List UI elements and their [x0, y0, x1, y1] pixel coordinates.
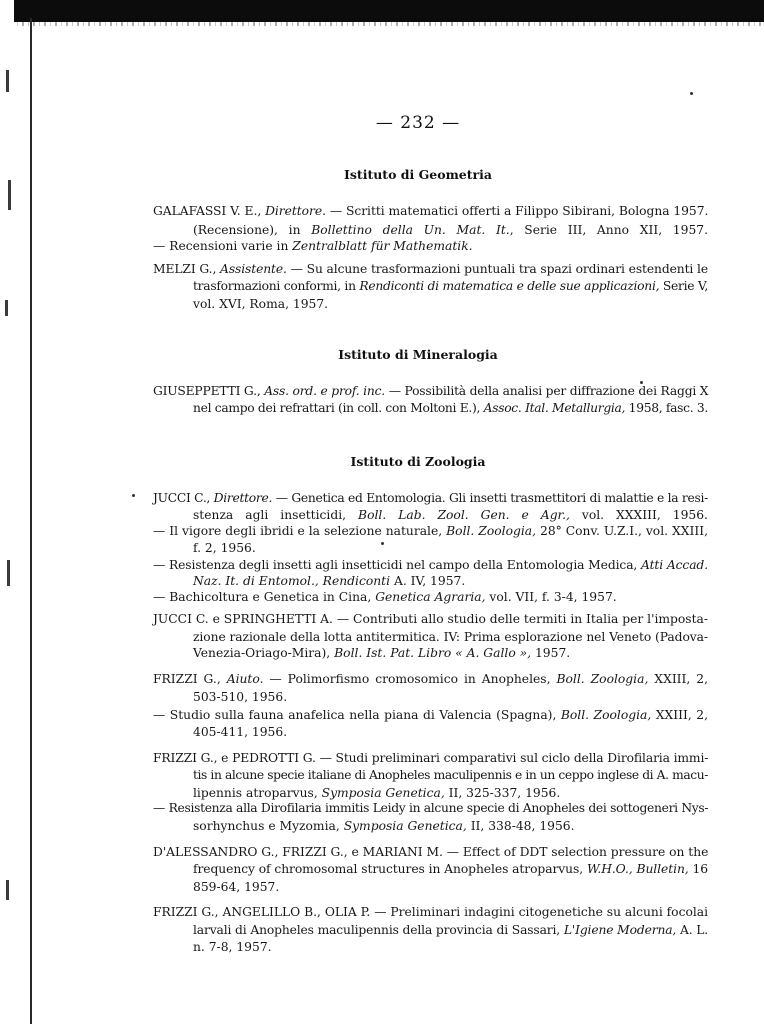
- entry-italic-text: Boll. Lab. Zool. Gen. e Agr.,: [358, 508, 570, 522]
- entry-text: — Possibilità della analisi per diffrazione dei Raggi X: [384, 384, 709, 398]
- entry-text: lipennis atroparvus,: [193, 786, 322, 800]
- entry-text: 503-510, 1956.: [193, 690, 288, 704]
- entry-text: II, 338-48, 1956.: [466, 819, 575, 833]
- entry-text: — Resistenza alla Dirofilaria immitis Leidy in alcune specie di Anopheles dei sottogeneri Nys-: [153, 801, 709, 815]
- entry-italic-text: Symposia Genetica,: [343, 819, 467, 833]
- entry-italic-text: Ass. ord. e prof. inc.: [264, 384, 385, 398]
- entry-text: FRIZZI G.,: [153, 672, 227, 686]
- scan-speck: [690, 92, 693, 95]
- entry-line: [193, 508, 708, 522]
- entry-text: — Resistenza degli insetti agli insetticidi nel campo della Entomologia Medica,: [153, 558, 642, 572]
- entry-line: [153, 801, 708, 815]
- entry-text: zione razionale della lotta antitermitica. IV: Prima esplorazione nel Veneto (Padova-: [193, 630, 709, 644]
- entry-line: [153, 204, 708, 218]
- entry-line: [153, 262, 708, 276]
- entry-text: FRIZZI G., ANGELILLO B., OLIA P. — Preliminari indagini citogenetiche su alcuni focolai: [153, 905, 708, 919]
- entry-line: [153, 708, 708, 722]
- entry-line: [193, 786, 560, 800]
- entry-line: [193, 880, 279, 894]
- entry-text: stenza agli insetticidi,: [193, 508, 359, 522]
- entry-italic-text: Genetica Agraria,: [375, 590, 486, 604]
- entry-line: [193, 819, 575, 833]
- entry-text: — Studio sulla fauna anafelica nella piana di Valencia (Spagna),: [153, 708, 561, 722]
- entry-italic-text: Boll. Zoologia,: [556, 672, 649, 686]
- entry-line: [193, 223, 708, 237]
- scan-speck: [640, 381, 643, 384]
- entry-text: 1957.: [531, 646, 571, 660]
- entry-line: [153, 239, 473, 253]
- scan-speck: [132, 494, 135, 497]
- entry-line: [193, 768, 708, 782]
- entry-line: [193, 279, 708, 293]
- entry-text: 16: [688, 862, 708, 876]
- entry-text: trasformazioni conformi, in: [193, 279, 360, 293]
- entry-line: [193, 862, 708, 876]
- entry-text: Venezia-Oriago-Mira),: [193, 646, 335, 660]
- entry-text: — Bachicoltura e Genetica in Cina,: [153, 590, 376, 604]
- entry-text: — Su alcune trasformazioni puntuali tra spazi ordinari estendenti le: [286, 262, 709, 276]
- entry-text: vol. XVI, Roma, 1957.: [193, 297, 329, 311]
- entry-italic-text: Direttore.: [265, 204, 326, 218]
- entry-line: [153, 491, 708, 505]
- entry-italic-text: Boll. Zoologia,: [560, 708, 652, 722]
- entry-line: [193, 297, 328, 311]
- entry-text: A. IV, 1957.: [390, 574, 466, 588]
- entry-text: GALAFASSI V. E.,: [153, 204, 266, 218]
- entry-italic-text: Assoc. Ital. Metallurgia,: [483, 401, 626, 415]
- entry-text: XXIII, 2,: [651, 708, 708, 722]
- entry-text: — Genetica ed Entomologia. Gli insetti trasmettitori di malattie e la resi-: [272, 491, 708, 505]
- entry-text: 859-64, 1957.: [193, 880, 280, 894]
- entry-text: JUCCI C. e SPRINGHETTI A. — Contributi allo studio delle termiti in Italia per l'imposta-: [153, 612, 708, 626]
- entry-italic-text: Rendiconti di matematica e delle sue applicazioni,: [359, 279, 660, 293]
- entry-italic-text: Direttore.: [213, 491, 273, 505]
- entry-line: [193, 690, 287, 704]
- entry-text: 405-411, 1956.: [193, 725, 288, 739]
- entry-italic-text: Assistente.: [220, 262, 287, 276]
- entry-line: [153, 558, 708, 572]
- entry-italic-text: Boll. Ist. Pat. Libro « A. Gallo »,: [334, 646, 532, 660]
- entry-line: [193, 401, 708, 415]
- entry-text: nel campo dei refrattari (in coll. con Moltoni E.),: [193, 401, 484, 415]
- entry-text: — Scritti matematici offerti a Filippo Sibirani, Bologna 1957.: [325, 204, 709, 218]
- entry-text: f. 2, 1956.: [193, 541, 256, 555]
- entry-text: 28° Conv. U.Z.I., vol. XXIII,: [536, 524, 708, 538]
- entry-line: [153, 672, 708, 686]
- entry-text: A. L.: [676, 923, 709, 937]
- entry-italic-text: Bollettino della Un. Mat. It.: [311, 223, 510, 237]
- entry-text: — Polimorfismo cromosomico in Anopheles,: [263, 672, 557, 686]
- entry-text: GIUSEPPETTI G.,: [153, 384, 265, 398]
- entry-line: [193, 630, 708, 644]
- entry-line: [153, 751, 708, 765]
- entry-text: vol. XXXIII, 1956.: [569, 508, 708, 522]
- section-heading: Istituto di Geometria: [344, 167, 492, 182]
- entry-italic-text: W.H.O., Bulletin,: [586, 862, 689, 876]
- entry-text: tis in alcune specie italiane di Anopheles maculipennis e in un ceppo inglese di A. macu-: [193, 768, 708, 782]
- section-heading: Istituto di Mineralogia: [338, 347, 498, 362]
- entry-line: [153, 384, 708, 398]
- entry-text: Serie V,: [659, 279, 708, 293]
- entry-italic-text: L'Igiene Moderna,: [563, 923, 677, 937]
- entry-line: [193, 923, 708, 937]
- entry-italic-text: Zentralblatt für Mathematik.: [292, 239, 473, 253]
- entry-text: larvali di Anopheles maculipennis della provincia di Sassari,: [193, 923, 564, 937]
- entry-line: [153, 905, 708, 919]
- scan-speck: [381, 542, 384, 545]
- entry-line: [153, 612, 708, 626]
- entry-text: vol. VII, f. 3-4, 1957.: [485, 590, 617, 604]
- entry-italic-text: Atti Accad.: [641, 558, 709, 572]
- page-number: — 232 —: [375, 113, 461, 133]
- entry-text: FRIZZI G., e PEDROTTI G. — Studi preliminari comparativi sul ciclo della Dirofilaria immi-: [153, 751, 709, 765]
- entry-text: MELZI G.,: [153, 262, 221, 276]
- entry-italic-text: Symposia Genetica,: [321, 786, 445, 800]
- entry-line: [153, 590, 617, 604]
- entry-italic-text: Boll. Zoologia,: [446, 524, 537, 538]
- entry-text: — Recensioni varie in: [153, 239, 293, 253]
- entry-italic-text: Aiuto.: [226, 672, 264, 686]
- entry-text: D'ALESSANDRO G., FRIZZI G., e MARIANI M. — Effect of DDT selection pressure on the: [153, 845, 709, 859]
- entry-line: [153, 845, 708, 859]
- section-heading: Istituto di Zoologia: [350, 454, 486, 469]
- entry-line: [193, 574, 465, 588]
- entry-line: [193, 541, 256, 555]
- entry-text: n. 7-8, 1957.: [193, 940, 272, 954]
- entry-text: XXIII, 2,: [648, 672, 708, 686]
- entry-text: 1958, fasc. 3.: [625, 401, 708, 415]
- entry-text: II, 325-337, 1956.: [444, 786, 561, 800]
- entry-text: (Recensione), in: [193, 223, 312, 237]
- entry-text: — Il vigore degli ibridi e la selezione naturale,: [153, 524, 447, 538]
- entry-text: , Serie III, Anno XII, 1957.: [509, 223, 708, 237]
- entry-line: [153, 524, 708, 538]
- entry-line: [193, 940, 272, 954]
- entry-italic-text: Naz. It. di Entomol., Rendiconti: [193, 574, 391, 588]
- entry-line: [193, 725, 287, 739]
- entry-line: [193, 646, 570, 660]
- entry-text: JUCCI C.,: [153, 491, 214, 505]
- entry-text: sorhynchus e Myzomia,: [193, 819, 344, 833]
- entry-text: frequency of chromosomal structures in Anopheles atroparvus,: [193, 862, 587, 876]
